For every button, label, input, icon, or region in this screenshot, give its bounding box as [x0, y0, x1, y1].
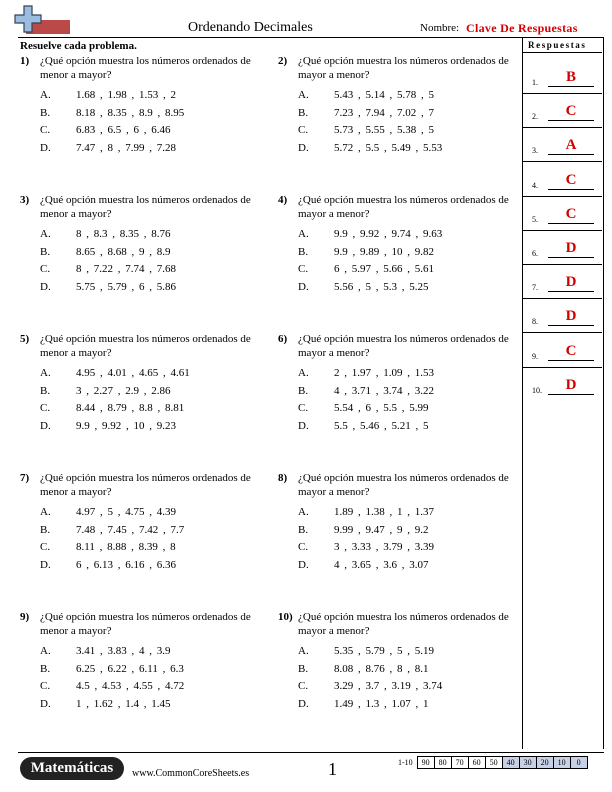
answer-blank-line [548, 257, 594, 258]
option-letter: B. [40, 245, 51, 258]
option-letter: D. [40, 697, 51, 710]
option-letter: A. [40, 645, 51, 657]
option-values: 5.56 , 5 , 5.3 , 5.25 [334, 280, 429, 293]
option-values: 4 , 3.65 , 3.6 , 3.07 [334, 558, 429, 571]
answer-number: 8. [532, 317, 538, 327]
answer-letter: D [565, 274, 577, 291]
instructions: Resuelve cada problema. [20, 40, 137, 52]
score-cell: 30 [519, 757, 536, 769]
answer-number: 4. [532, 180, 538, 190]
answer-letter: A [565, 137, 577, 154]
option-values: 1.49 , 1.3 , 1.07 , 1 [334, 697, 429, 710]
problem-7 [20, 471, 270, 581]
answer-row-10 [526, 368, 600, 398]
option-values: 9.9 , 9.89 , 10 , 9.82 [334, 245, 434, 258]
option-values: 8.18 , 8.35 , 8.9 , 8.95 [76, 106, 185, 119]
answer-row-1 [526, 60, 600, 90]
option-letter: C. [40, 124, 51, 136]
option-letter: B. [40, 662, 51, 675]
score-cell: 20 [536, 757, 553, 769]
answer-blank-line [548, 120, 594, 121]
option-values: 2 , 1.97 , 1.09 , 1.53 [334, 367, 434, 379]
option-letter: D. [298, 141, 309, 154]
option-letter: A. [40, 89, 51, 101]
answer-letter: C [565, 171, 577, 188]
option-letter: B. [298, 662, 309, 675]
answer-letter: C [565, 103, 577, 120]
option-values: 3.29 , 3.7 , 3.19 , 3.74 [334, 680, 443, 692]
answer-number: 6. [532, 249, 538, 258]
option-values: 8 , 7.22 , 7.74 , 7.68 [76, 263, 176, 275]
answer-number: 1. [532, 78, 538, 87]
answer-letter: D [565, 240, 577, 256]
option-values: 6 , 6.13 , 6.16 , 6.36 [76, 558, 176, 571]
option-letter: A. [40, 506, 51, 518]
option-values: 3 , 2.27 , 2.9 , 2.86 [76, 384, 171, 397]
option-values: 4 , 3.71 , 3.74 , 3.22 [334, 384, 434, 397]
answer-key-heading: Respuestas [528, 40, 587, 50]
answer-number: 9. [532, 351, 538, 361]
score-cell: 70 [451, 757, 468, 769]
option-letter: D. [298, 419, 309, 432]
problem-question: ¿Qué opción muestra los números ordenados de mayor a menor? [298, 472, 509, 498]
answer-letter: D [565, 308, 577, 325]
option-letter: A. [298, 506, 309, 518]
option-letter: C. [40, 263, 51, 275]
answer-number: 2. [532, 112, 538, 122]
site-url: www.CommonCoreSheets.es [132, 768, 250, 779]
score-cell: 80 [434, 757, 451, 769]
answer-row-5 [526, 197, 600, 227]
problem-number: 8) [278, 472, 288, 484]
answer-letter: C [565, 342, 577, 359]
option-letter: C. [298, 263, 309, 275]
worksheet-title: Ordenando Decimales [188, 20, 313, 35]
page-number: 1 [328, 759, 337, 779]
option-letter: D. [40, 280, 51, 293]
name-value: Clave De Respuestas [466, 21, 578, 35]
option-letter: D. [40, 558, 51, 571]
problem-4 [278, 193, 528, 303]
option-letter: B. [40, 384, 51, 397]
problem-question: ¿Qué opción muestra los números ordenados de mayor a menor? [298, 55, 509, 81]
answer-row-9 [526, 334, 600, 364]
header-divider [18, 37, 604, 38]
option-letter: A. [40, 367, 51, 379]
problem-number: 2) [278, 55, 288, 67]
option-letter: A. [40, 228, 51, 240]
problem-number: 5) [20, 333, 30, 345]
score-table [396, 756, 588, 769]
option-values: 8.11 , 8.88 , 8.39 , 8 [76, 541, 176, 553]
option-values: 5.72 , 5.5 , 5.49 , 5.53 [334, 141, 443, 154]
answer-letter: D [565, 376, 577, 393]
problem-question: ¿Qué opción muestra los números ordenados de menor a mayor? [40, 472, 251, 498]
problem-2 [278, 54, 528, 164]
option-letter: B. [298, 245, 309, 258]
problem-number: 4) [278, 194, 288, 206]
option-letter: D. [298, 697, 309, 710]
option-values: 1 , 1.62 , 1.4 , 1.45 [76, 697, 171, 710]
score-range-label: 1-10 [398, 758, 413, 767]
problem-number: 6) [278, 333, 288, 345]
score-cell: 60 [468, 757, 485, 769]
option-values: 9.9 , 9.92 , 9.74 , 9.63 [334, 228, 443, 240]
option-letter: C. [298, 541, 309, 553]
answer-row-8 [526, 299, 600, 329]
option-letter: B. [40, 106, 51, 119]
option-values: 5.73 , 5.55 , 5.38 , 5 [334, 124, 434, 136]
answer-blank-line [548, 223, 594, 224]
option-letter: C. [298, 680, 309, 692]
option-values: 6.83 , 6.5 , 6 , 6.46 [76, 124, 171, 136]
answer-number: 10. [532, 385, 542, 395]
footer-divider [18, 752, 604, 753]
problem-number: 10) [278, 611, 293, 623]
answer-row-3 [526, 128, 600, 158]
option-values: 1.89 , 1.38 , 1 , 1.37 [334, 506, 434, 518]
option-values: 9.9 , 9.92 , 10 , 9.23 [76, 419, 176, 432]
problem-10 [278, 610, 528, 720]
option-values: 8.44 , 8.79 , 8.8 , 8.81 [76, 402, 185, 414]
answer-blank-line [548, 394, 594, 395]
problem-question: ¿Qué opción muestra los números ordenados de mayor a menor? [298, 611, 509, 637]
option-values: 8.08 , 8.76 , 8 , 8.1 [334, 662, 429, 675]
option-letter: A. [298, 367, 309, 379]
answer-blank-line [548, 189, 594, 190]
name-label: Nombre: [420, 22, 460, 34]
answer-row-2 [526, 94, 600, 124]
option-values: 5.35 , 5.79 , 5 , 5.19 [334, 645, 434, 657]
score-cell: 10 [553, 757, 570, 769]
problem-9 [20, 610, 270, 720]
problem-question: ¿Qué opción muestra los números ordenados de mayor a menor? [298, 333, 509, 359]
option-letter: D. [40, 419, 51, 432]
problem-question: ¿Qué opción muestra los números ordenados de menor a mayor? [40, 194, 251, 220]
answer-letter: B [565, 69, 576, 85]
answer-blank-line [548, 325, 594, 326]
problem-8 [278, 471, 528, 581]
option-letter: C. [40, 402, 51, 414]
problem-6 [278, 332, 528, 442]
option-values: 5.5 , 5.46 , 5.21 , 5 [334, 419, 429, 432]
answer-blank-line [548, 360, 594, 361]
option-letter: D. [298, 558, 309, 571]
problem-question: ¿Qué opción muestra los números ordenados de menor a mayor? [40, 55, 251, 81]
problem-question: ¿Qué opción muestra los números ordenados de menor a mayor? [40, 611, 251, 637]
option-letter: C. [40, 541, 51, 553]
option-letter: B. [298, 523, 309, 536]
option-letter: B. [298, 384, 309, 397]
option-letter: D. [298, 280, 309, 293]
problem-3 [20, 193, 270, 303]
option-letter: A. [298, 645, 309, 657]
option-values: 3 , 3.33 , 3.79 , 3.39 [334, 541, 434, 553]
score-cell: 90 [417, 757, 434, 769]
problem-number: 7) [20, 472, 30, 484]
problem-1 [20, 54, 270, 164]
answer-row-4 [526, 163, 600, 193]
option-values: 5.75 , 5.79 , 6 , 5.86 [76, 280, 176, 293]
option-values: 8.65 , 8.68 , 9 , 8.9 [76, 245, 171, 258]
score-row [396, 757, 587, 769]
option-letter: C. [40, 680, 51, 692]
problem-question: ¿Qué opción muestra los números ordenados de mayor a menor? [298, 194, 509, 220]
option-values: 4.5 , 4.53 , 4.55 , 4.72 [76, 680, 185, 692]
option-letter: C. [298, 124, 309, 136]
option-values: 1.68 , 1.98 , 1.53 , 2 [76, 89, 176, 101]
option-values: 9.99 , 9.47 , 9 , 9.2 [334, 523, 429, 536]
option-values: 6 , 5.97 , 5.66 , 5.61 [334, 263, 434, 275]
answer-blank-line [548, 86, 594, 87]
option-values: 4.97 , 5 , 4.75 , 4.39 [76, 506, 176, 518]
option-values: 4.95 , 4.01 , 4.65 , 4.61 [76, 367, 190, 379]
option-values: 5.54 , 6 , 5.5 , 5.99 [334, 402, 429, 414]
answer-number: 5. [532, 214, 538, 224]
option-values: 5.43 , 5.14 , 5.78 , 5 [334, 89, 434, 101]
problem-number: 3) [20, 194, 30, 206]
option-values: 7.23 , 7.94 , 7.02 , 7 [334, 106, 434, 119]
subject-badge: Matemáticas [20, 757, 124, 780]
option-values: 7.47 , 8 , 7.99 , 7.28 [76, 141, 176, 154]
option-letter: B. [40, 523, 51, 536]
option-values: 7.48 , 7.45 , 7.42 , 7.7 [76, 523, 185, 536]
option-values: 8 , 8.3 , 8.35 , 8.76 [76, 228, 171, 240]
score-cell: 50 [485, 757, 502, 769]
problem-number: 9) [20, 611, 30, 623]
score-cell: 0 [570, 757, 587, 769]
option-values: 3.41 , 3.83 , 4 , 3.9 [76, 645, 171, 657]
problem-question: ¿Qué opción muestra los números ordenados de menor a mayor? [40, 333, 251, 359]
answer-blank-line [548, 154, 594, 155]
plus-logo-icon [12, 4, 72, 36]
option-letter: A. [298, 89, 309, 101]
option-letter: A. [298, 228, 309, 240]
option-letter: D. [40, 141, 51, 154]
answer-number: 7. [532, 283, 538, 293]
option-letter: B. [298, 106, 309, 119]
answer-key-heading-divider [523, 52, 602, 53]
problem-number: 1) [20, 55, 30, 67]
score-cell: 40 [502, 757, 519, 769]
answer-number: 3. [532, 146, 538, 156]
option-values: 6.25 , 6.22 , 6.11 , 6.3 [76, 662, 184, 675]
answer-letter: C [565, 205, 577, 222]
answer-blank-line [548, 291, 594, 292]
answer-row-6 [526, 231, 600, 261]
option-letter: C. [298, 402, 309, 414]
answer-row-7 [526, 265, 600, 295]
problem-5 [20, 332, 270, 442]
